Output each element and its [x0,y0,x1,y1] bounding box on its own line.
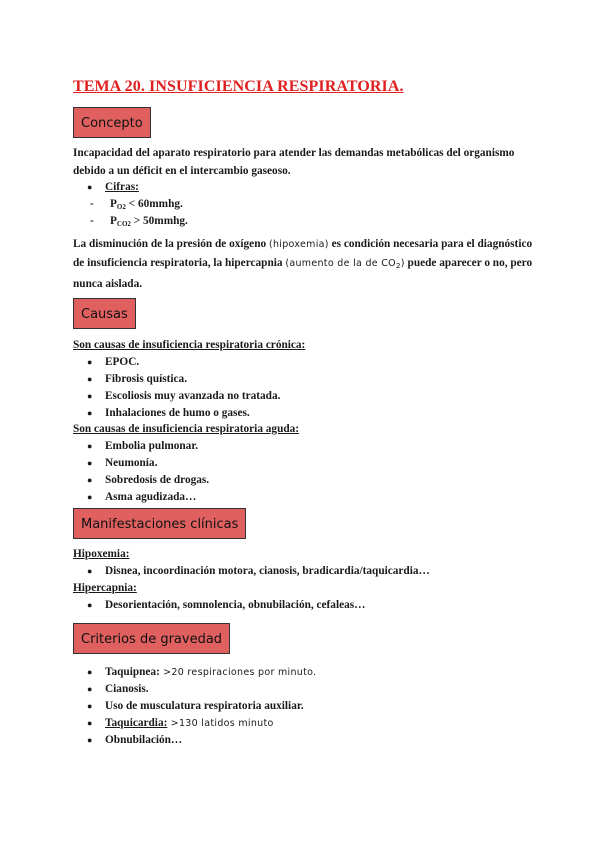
bullet-icon: ● [87,182,93,192]
list-item [90,196,183,213]
list-item-text: Neumonía. [105,457,158,469]
list-item-text: Uso de musculatura respiratoria auxiliar. [105,700,304,712]
list-item [87,472,209,489]
list-item [87,405,250,422]
bullet-icon: ● [87,492,93,502]
pco2-subscript: CO2 [116,220,131,228]
concepto-paragraph [73,235,533,293]
bullet-icon: ● [87,374,93,384]
para-light-text: (aumento de la de CO [285,258,396,269]
bullet-icon: ● [87,735,93,745]
bullet-icon: ● [87,458,93,468]
list-item-text: Escoliosis muy avanzada no tratada. [105,390,281,402]
bullet-icon: ● [87,684,93,694]
taquicardia-detail: >130 latidos minuto [167,718,274,729]
list-item [87,354,139,371]
list-item-text: Sobredosis de drogas. [105,474,210,486]
page-title: TEMA 20. INSUFICIENCIA RESPIRATORIA. [73,78,404,95]
list-item [87,371,187,388]
list-item-text: EPOC. [105,356,140,368]
cronica-label: Son causas de insuficiencia respiratoria crónica: [73,339,306,351]
taquipnea-detail: >20 respiraciones por minuto. [159,667,317,678]
bullet-icon: ● [87,667,93,677]
bullet-icon: ● [87,441,93,451]
concepto-definition: Incapacidad del aparato respiratorio para atender las demandas metabólicas del organismo debido a un déficit en el intercambio gaseoso. [73,147,515,177]
co2-subscript: 2 [395,262,401,270]
bullet-icon: ● [87,408,93,418]
section-header-criterios: Criterios de gravedad [73,623,230,654]
list-item [87,698,304,715]
po2-value: < 60mmhg. [125,198,183,210]
pco2-value: > 50mmhg. [130,215,188,227]
list-item-text: Desorientación, somnolencia, obnubilación, cefaleas… [105,599,366,611]
bullet-icon: ● [87,391,93,401]
list-item [87,455,157,472]
section-header-causas: Causas [73,298,136,329]
list-item-text: Asma agudizada… [105,491,197,503]
para-light-text: ) [400,258,405,269]
list-item [90,213,188,230]
bullet-icon: ● [87,475,93,485]
bullet-icon: ● [87,357,93,367]
list-item-text: Disnea, incoordinación motora, cianosis, bradicardia/taquicardia… [105,565,430,577]
list-item [87,563,430,580]
list-item [87,438,198,455]
pco2-label: P [110,215,117,227]
list-item [87,597,365,614]
aguda-label: Son causas de insuficiencia respiratoria aguda: [73,423,300,435]
dash-marker: - [90,215,94,227]
bullet-icon: ● [87,718,93,728]
list-item-text: Fibrosis quística. [105,373,188,385]
taquipnea-label: Taquipnea: [105,666,160,678]
list-item [87,715,274,732]
section-header-manifestaciones: Manifestaciones clínicas [73,508,246,539]
taquicardia-label: Taquicardia: [105,717,168,729]
bullet-icon: ● [87,701,93,711]
po2-label: P [110,198,117,210]
list-item-text: Embolia pulmonar. [105,440,199,452]
list-item [87,489,196,506]
para-text: La disminución de la presión de oxígeno [73,238,269,250]
list-item-text: Cianosis. [105,683,149,695]
list-item [87,388,280,405]
list-item-text: Inhalaciones de humo o gases. [105,407,250,419]
list-item [87,681,149,698]
po2-subscript: O2 [116,203,126,211]
para-light-text: (hipoxemia) [268,239,329,250]
hipoxemia-label: Hipoxemia: [73,548,130,560]
para-text: es condición necesaria para el diagnóstico de insuficiencia respiratoria, la hipercapnia [73,238,533,269]
bullet-icon: ● [87,600,93,610]
dash-marker: - [90,198,94,210]
para-text: puede aparecer o no, pero nunca aislada. [73,257,533,290]
bullet-icon: ● [87,566,93,576]
list-item-text: Obnubilación… [105,734,183,746]
list-item [87,732,182,749]
cifras-label: Cifras: [105,181,139,193]
list-item [87,664,316,681]
list-item [87,179,139,196]
hipercapnia-label: Hipercapnia: [73,582,137,594]
section-header-concepto: Concepto [73,107,151,138]
